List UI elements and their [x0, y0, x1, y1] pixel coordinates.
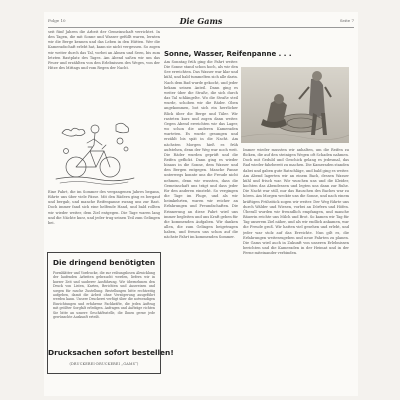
- advertisement-call-to-action: Drucksachen sofort bestellen!: [48, 348, 174, 357]
- document-page: [44, 12, 358, 396]
- advertisement-body: Formblätter und Vordrucke, die zur reibungslosen Abwicklung der laufenden Arbeiten gebraucht werden, liefern wir in kurzer Zeit und sauberer Ausführung. Wir übernehmen den Druck von Listen, Karten, Berichten und Ausweisen und sorgen für rasche Zustellung. Bestellungen bitte rechtzeitig aufgeben, damit die Arbeit ohne Verzögerung ausgeführt werden kann. Unsere Druckerei verfügt über die notwendigen Einrichtungen und erfahrene Fachkräfte, die jeden Auftrag mit größter Sorgfalt erledigen. Anfragen und Aufträge richten Sie bitte an unsere Geschäftsstelle, die Ihnen gerne jede gewünschte Auskunft erteilt.: [53, 271, 155, 320]
- advertisement-subline: (DRUCKEREI-DRUCKEREI „GAMS“): [69, 362, 139, 366]
- column-1-middle: [48, 190, 160, 248]
- column-3: [243, 148, 349, 392]
- column-1-middle-text: Eine Fahrt, die im Sommer des vergangenen Jahres begann, führte uns über viele Pässe. Mit den Rädern ging es bergauf und bergab, und manche Reifenpanne zwang uns zur Rast. Doch immer fand sich eine helfende Hand, und bald rollten wir wieder weiter, dem Ziel entgegen. Die Tage waren lang und die Nächte kurz, und jeder trug seinen Teil zum Gelingen bei.: [48, 190, 160, 225]
- column-3-text: Immer wieder mussten wir anhalten, um die Reifen zu flicken, die auf den steinigen Wegen oft Schaden nahmen. Doch mit Geduld und Geschick gelang es jedesmal, das Rad wieder fahrbereit zu machen. Die Kameraden standen dabei und gaben gute Ratschläge, und bald ging es weiter. Am Abend lagerten wir an einem Bach, dessen Wasser kühl und frisch war. Wir wuschen uns und die Kleider, kochten das Abendessen und legten uns dann zur Ruhe. Die Nacht war still, nur das Rauschen des Baches war zu hören. Am Morgen weckte uns die Sonne, und nach einem kräftigen Frühstück zogen wir weiter. Der Weg führte uns durch Wälder und Wiesen, vorbei an Dörfern und Höfen. Überall wurden wir freundlich empfangen, und manche Bäuerin reichte uns Milch und Brot. So kamen wir Tag für Tag unserem Ziel näher, und als wir endlich ankamen, war die Freude groß. Wir hatten viel gesehen und erlebt, und jeder war stolz auf das Erreichte. Nun gilt es, die Erfahrungen weiterzugeben und neue Fahrten zu planen. Die Gams wird auch in Zukunft von unseren Erlebnissen berichten und die Kameraden in der Heimat und in der Ferne miteinander verbinden.: [243, 148, 349, 256]
- sketch-illustration: [54, 115, 136, 189]
- header-rule: [48, 27, 354, 28]
- advertisement-box: [47, 252, 174, 374]
- article-heading: Sonne, Wasser, Reifenpanne . . .: [164, 50, 292, 58]
- column-1-top-text: seit fünf Jahren die Arbeit der Gemeinschaft verrichtet. In den Tagen, die mit Sonne und Wasser gefüllt waren, lernten wir die Berge kennen und das Leben in den Hütten. Wer die Kameradschaft erlebt hat, kann sie nicht vergessen. So zogen wir weiter durch das Tal, vorbei an Almen und Seen, bis zum letzten Rastplatz des Tages. Am Abend saßen wir um das Feuer und erzählten von den Erlebnissen des Weges, von der Hitze des Mittags und vom Regen der Nacht.: [48, 30, 160, 71]
- photo-people-repairing: [241, 67, 349, 143]
- column-1-top: [48, 30, 160, 118]
- page-number-left: Folge 10: [48, 18, 66, 23]
- advertisement-title: Die dringend benötigten: [52, 258, 156, 267]
- column-2: [164, 60, 238, 392]
- newspaper-title: Die Gams: [179, 16, 223, 26]
- column-2-text: Am Sonntag früh ging die Fahrt weiter. Die Sonne stand schon hoch, als wir den See erreichten. Das Wasser war klar und kühl, und bald tummelten sich alle darin. Nach dem Bad wurde gekocht, und jeder bekam seinen Anteil. Dann ging es weiter über die Straße, die sich durch das Tal schlängelte. Wo die Straße steil wurde, schoben wir die Räder. Oben angekommen, bot sich ein herrlicher Blick über die Berge und Täler. Wir rasteten kurz und zogen dann weiter. Gegen Abend erreichten wir das Lager, wo schon die anderen Kameraden warteten. Es wurde gesungen und erzählt bis spät in die Nacht. Am nächsten Morgen hieß es früh aufstehen, denn der Weg war noch weit. Die Räder wurden geprüft und die Reifen geflickt. Dann ging es wieder hinaus in die Sonne, dem Wasser und den Bergen entgegen. Manche Panne unterwegs konnte uns die Freude nicht nehmen, denn wir wussten, dass die Gemeinschaft uns trägt und dass jeder für den anderen einsteht. So vergingen die Tage im Fluge, und als wir heimkehrten, waren wir reicher an Erfahrungen und Freundschaften. Die Erinnerung an diese Fahrt wird uns immer begleiten und uns Kraft geben für die kommenden Aufgaben. Wir danken allen, die zum Gelingen beigetragen haben, und freuen uns schon auf die nächste Fahrt im kommenden Sommer.: [164, 60, 238, 240]
- page-number-right: Seite 7: [339, 18, 354, 23]
